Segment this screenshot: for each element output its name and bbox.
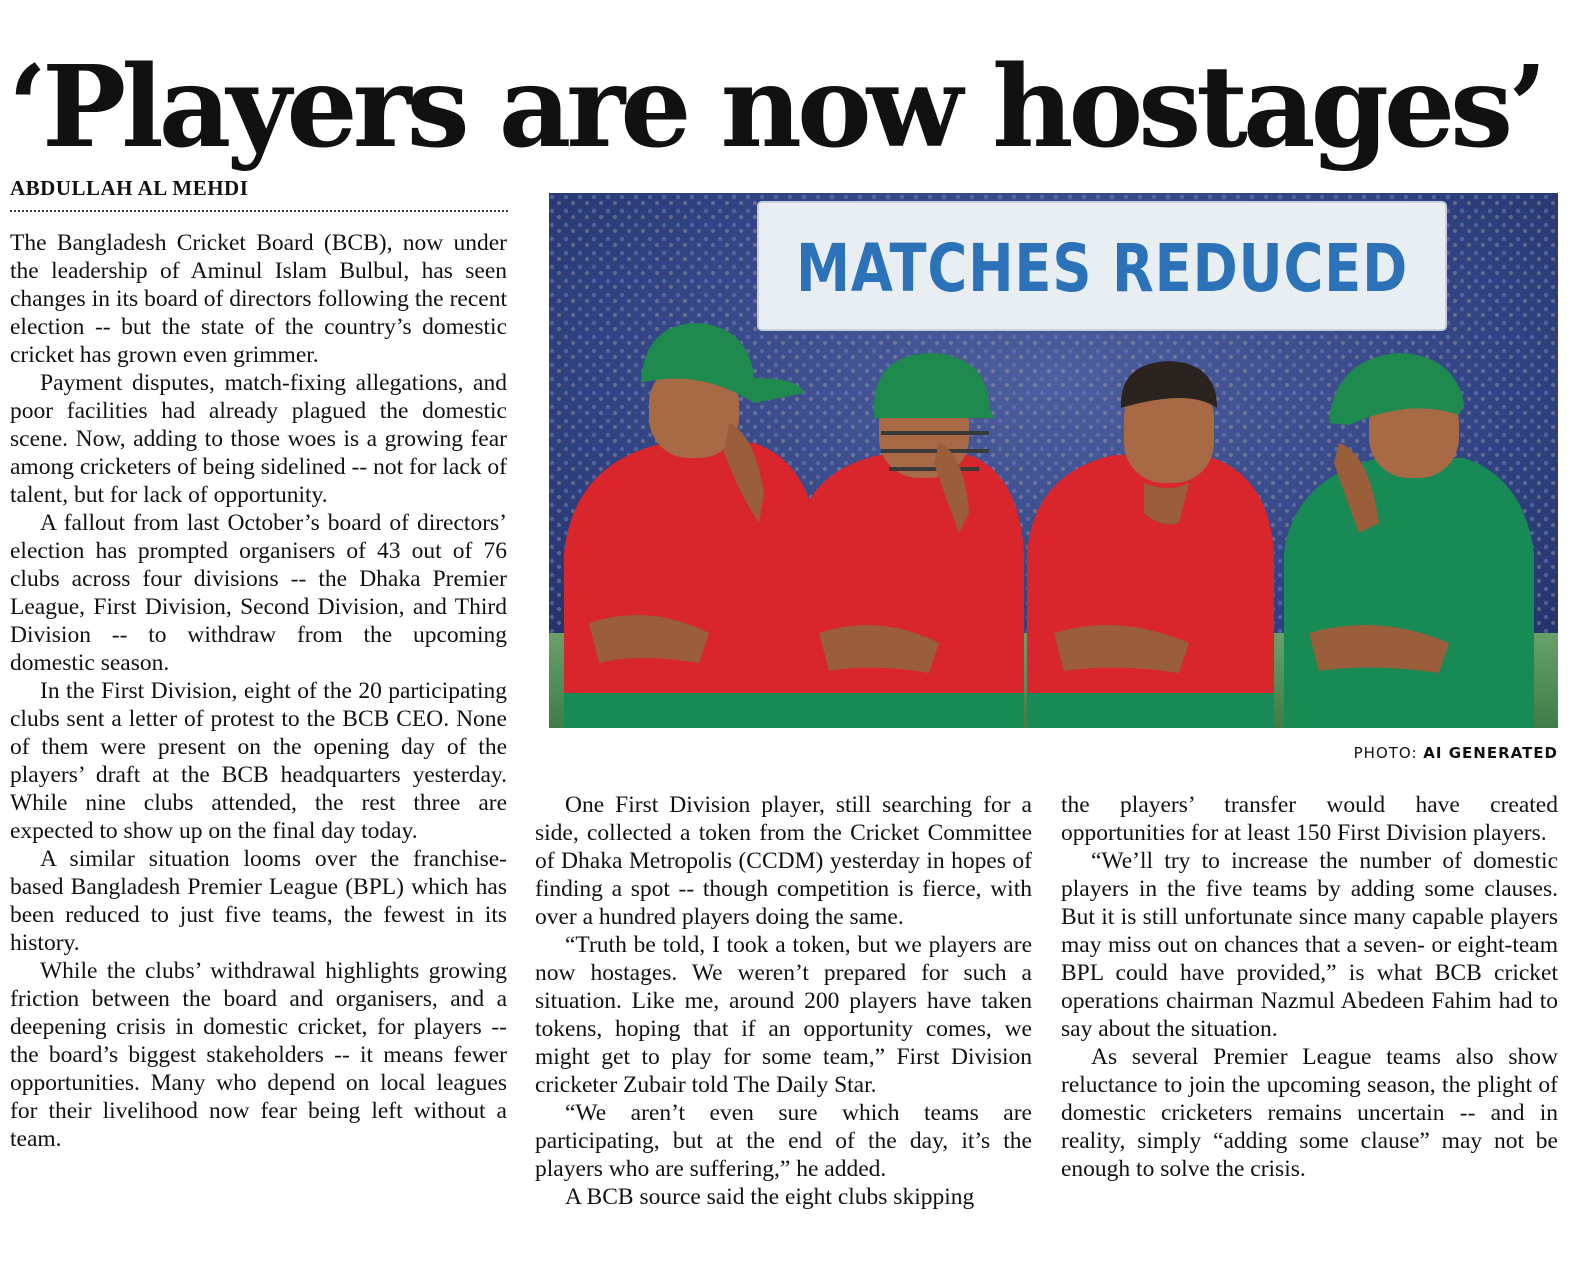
paragraph: As several Premier League teams also show reluctance to join the upcoming season, the plight of domestic cricketers remains uncertain -- and in reality, simply “adding some clause” may not be enough to solve the crisis. — [1061, 1044, 1558, 1182]
article-photo — [549, 193, 1558, 728]
paragraph: “We’ll try to increase the number of domestic players in the five teams by adding some clauses. But it is still unfortunate since many capable players may miss out on chances that a seven- or eight-team BPL could have provided,” is what BCB cricket operations chairman Nazmul Abedeen Fahim had to say about the situation. — [1061, 848, 1558, 1042]
paragraph: Payment disputes, match-fixing allegations, and poor facilities had already plagued the domestic scene. Now, adding to those woes is a growing fear among cricketers of being sidelined -- not for lack of talent, but for lack of opportunity. — [10, 370, 507, 508]
paragraph: the players’ transfer would have created opportunities for at least 150 First Division players. — [1061, 792, 1558, 846]
byline-divider — [10, 210, 508, 212]
paragraph: A similar situation looms over the franchise-based Bangladesh Premier League (BPL) which has been reduced to just five teams, the fewest in its history. — [10, 846, 507, 956]
article-column-2 — [535, 791, 1032, 1211]
paragraph: In the First Division, eight of the 20 participating clubs sent a letter of protest to the BCB CEO. None of them were present on the opening day of the players’ draft at the BCB headquarters yesterday. While nine clubs attended, the rest three are expected to show up on the final day today. — [10, 678, 507, 844]
photo-credit-value: AI GENERATED — [1423, 744, 1558, 762]
paragraph: A fallout from last October’s board of directors’ election has prompted organisers of 43 out of 76 clubs across four divisions -- the Dhaka Premier League, First Division, Second Division, and Third Division -- to withdraw from the upcoming domestic season. — [10, 510, 507, 676]
photo-credit-label: PHOTO: — [1353, 744, 1424, 762]
photo-credit — [1354, 744, 1558, 762]
article-column-1 — [10, 229, 507, 1153]
paragraph: “Truth be told, I took a token, but we players are now hostages. We weren’t prepared for such a situation. Like me, around 200 players have taken tokens, hoping that if an opportunity comes, we might get to play for some team,” First Division cricketer Zubair told The Daily Star. — [535, 932, 1032, 1098]
paragraph: While the clubs’ withdrawal highlights growing friction between the board and organisers, and a deepening crisis in domestic cricket, for players -- the board’s biggest stakeholders -- it means fewer opportunities. Many who depend on local leagues for their livelihood now fear being left without a team. — [10, 958, 507, 1152]
byline: ABDULLAH AL MEHDI — [10, 176, 249, 200]
paragraph: One First Division player, still searching for a side, collected a token from the Cricket Committee of Dhaka Metropolis (CCDM) yesterday in hopes of finding a spot -- though competition is fierce, with over a hundred players doing the same. — [535, 792, 1032, 930]
sign-text: MATCHES REDUCED — [796, 230, 1408, 307]
scoreboard-sign — [758, 202, 1446, 330]
paragraph: “We aren’t even sure which teams are participating, but at the end of the day, it’s the players who are suffering,” he added. — [535, 1100, 1032, 1182]
headline: ‘Players are now hostages’ — [8, 42, 1543, 173]
paragraph: A BCB source said the eight clubs skipping — [565, 1184, 975, 1210]
paragraph: The Bangladesh Cricket Board (BCB), now under the leadership of Aminul Islam Bulbul, has seen changes in its board of directors following the recent election -- but the state of the country’s domestic cricket has grown even grimmer. — [10, 230, 507, 368]
article-column-3 — [1061, 791, 1558, 1183]
